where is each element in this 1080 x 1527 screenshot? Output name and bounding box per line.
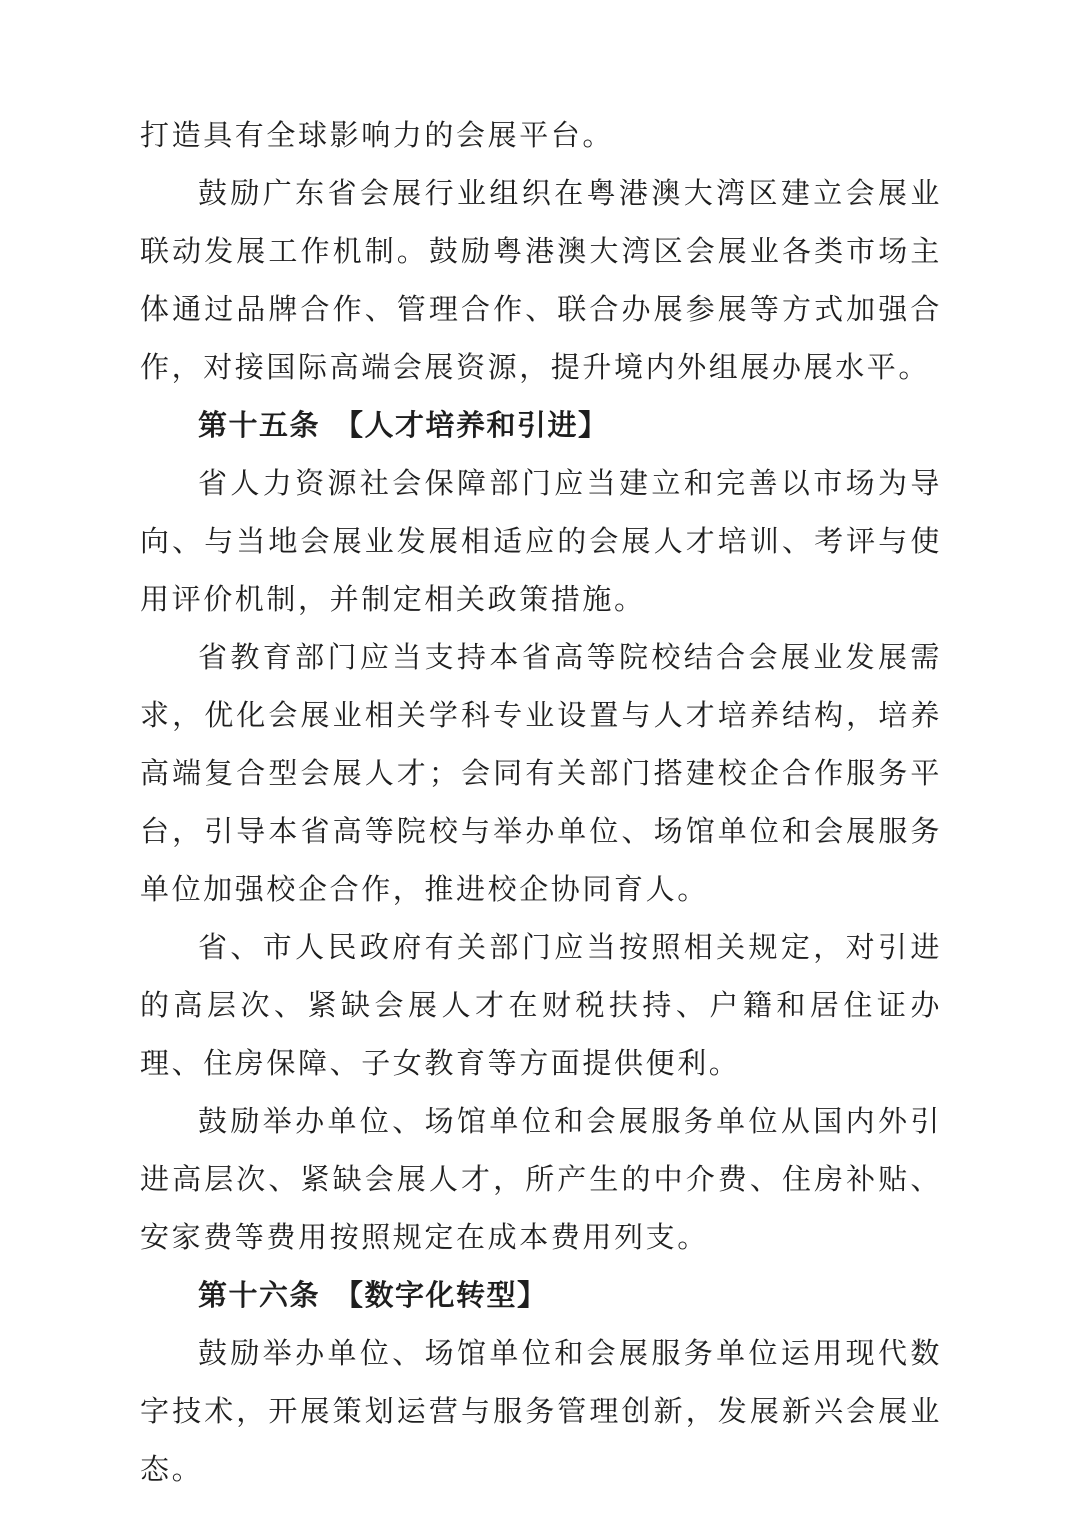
- article-16-number: 第十六条: [198, 1278, 321, 1312]
- paragraph-talent-support: 省、市人民政府有关部门应当按照相关规定，对引进的高层次、紧缺会展人才在财税扶持、户籍和居住证办理、住房保障、子女教育等方面提供便利。: [140, 930, 942, 1080]
- paragraph-continuation: 打造具有全球影响力的会展平台。: [140, 118, 615, 152]
- document-body: [140, 106, 942, 1498]
- paragraph-digital-transformation: 鼓励举办单位、场馆单位和会展服务单位运用现代数字技术，开展策划运营与服务管理创新，发展新兴会展业态。: [140, 1336, 942, 1486]
- paragraph-education: 省教育部门应当支持本省高等院校结合会展业发展需求，优化会展业相关学科专业设置与人才培养结构，培养高端复合型会展人才；会同有关部门搭建校企合作服务平台，引导本省高等院校与举办单位、场馆单位和会展服务单位加强校企合作，推进校企协同育人。: [140, 640, 942, 906]
- paragraph-greater-bay-area-cooperation: 鼓励广东省会展行业组织在粤港澳大湾区建立会展业联动发展工作机制。鼓励粤港澳大湾区会展业各类市场主体通过品牌合作、管理合作、联合办展参展等方式加强合作，对接国际高端会展资源，提升境内外组展办展水平。: [140, 176, 942, 384]
- article-16-heading: [140, 1266, 942, 1324]
- article-15-heading: [140, 396, 942, 454]
- paragraph-hr-mechanism: 省人力资源社会保障部门应当建立和完善以市场为导向、与当地会展业发展相适应的会展人才培训、考评与使用评价机制，并制定相关政策措施。: [140, 466, 942, 616]
- paragraph-talent-cost: 鼓励举办单位、场馆单位和会展服务单位从国内外引进高层次、紧缺会展人才，所产生的中介费、住房补贴、安家费等费用按照规定在成本费用列支。: [140, 1104, 942, 1254]
- article-15-number: 第十五条: [198, 408, 321, 442]
- article-16-title: 【数字化转型】: [334, 1278, 548, 1312]
- article-15-title: 【人才培养和引进】: [334, 408, 609, 442]
